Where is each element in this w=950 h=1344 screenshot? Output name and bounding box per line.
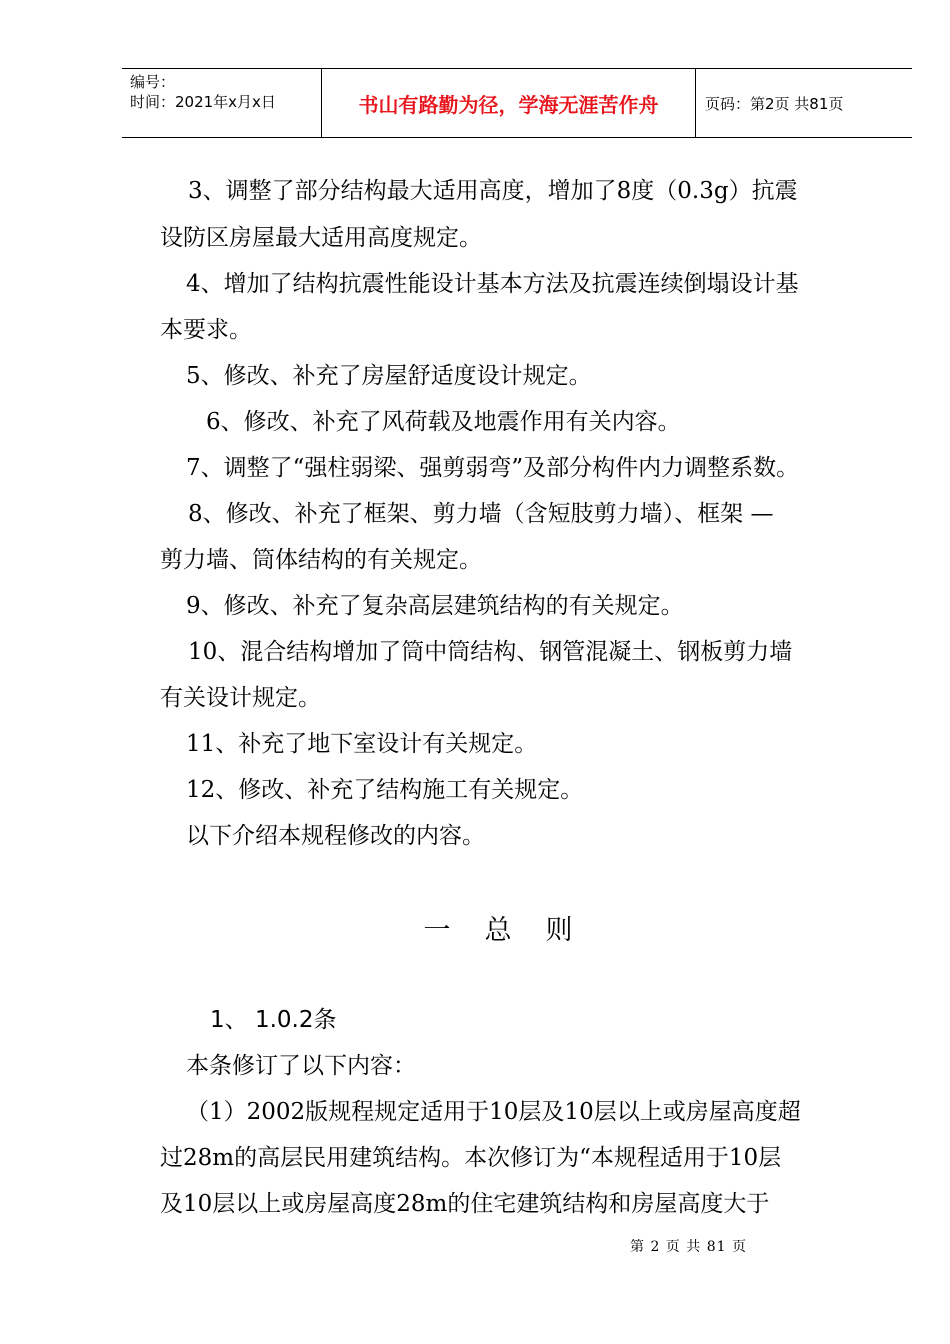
header-page-number: 页码：第2页 共81页 [705, 94, 844, 113]
paragraph-line: 12、修改、补充了结构施工有关规定。 [186, 777, 584, 803]
document-number-label: 编号： [130, 73, 176, 91]
paragraph-line: 设防区房屋最大适用高度规定。 [160, 225, 482, 251]
subsection-heading: 1、 1.0.2条 [210, 1007, 337, 1033]
paragraph-line: 6、修改、补充了风荷载及地震作用有关内容。 [206, 409, 681, 435]
paragraph-line: 过28m的高层民用建筑结构。本次修订为“本规程适用于10层 [160, 1145, 782, 1171]
paragraph-line: 3、调整了部分结构最大适用高度，增加了8度（0.3g）抗震 [188, 178, 798, 204]
paragraph-line: 及10层以上或房屋高度28m的住宅建筑结构和房屋高度大于 [160, 1191, 770, 1217]
paragraph-line: 剪力墙、筒体结构的有关规定。 [160, 547, 482, 573]
paragraph-line: 11、补充了地下室设计有关规定。 [186, 731, 538, 757]
page-footer: 第 2 页 共 81 页 [630, 1239, 747, 1255]
paragraph-line: 10、混合结构增加了筒中筒结构、钢管混凝土、钢板剪力墙 [188, 639, 793, 665]
page-header [122, 68, 912, 138]
paragraph-line: 7、调整了“强柱弱梁、强剪弱弯”及部分构件内力调整系数。 [186, 455, 800, 481]
paragraph-line: 本条修订了以下内容： [186, 1053, 416, 1079]
section-heading: 一总则 [423, 915, 607, 946]
paragraph-line: （1）2002版规程规定适用于10层及10层以上或房屋高度超 [186, 1099, 801, 1125]
header-motto: 书山有路勤为径，学海无涯苦作舟 [322, 69, 696, 137]
paragraph-line: 4、增加了结构抗震性能设计基本方法及抗震连续倒塌设计基 [186, 271, 799, 297]
paragraph-line: 9、修改、补充了复杂高层建筑结构的有关规定。 [186, 593, 684, 619]
paragraph-line: 有关设计规定。 [160, 685, 321, 711]
paragraph-line: 5、修改、补充了房屋舒适度设计规定。 [186, 363, 592, 389]
paragraph-line: 以下介绍本规程修改的内容。 [186, 823, 485, 849]
header-meta [122, 69, 322, 137]
document-time-label: 时间：2021年x月x日 [130, 93, 276, 111]
paragraph-line: 8、修改、补充了框架、剪力墙（含短肢剪力墙）、框架 — [188, 501, 774, 527]
paragraph-line: 本要求。 [160, 317, 252, 343]
